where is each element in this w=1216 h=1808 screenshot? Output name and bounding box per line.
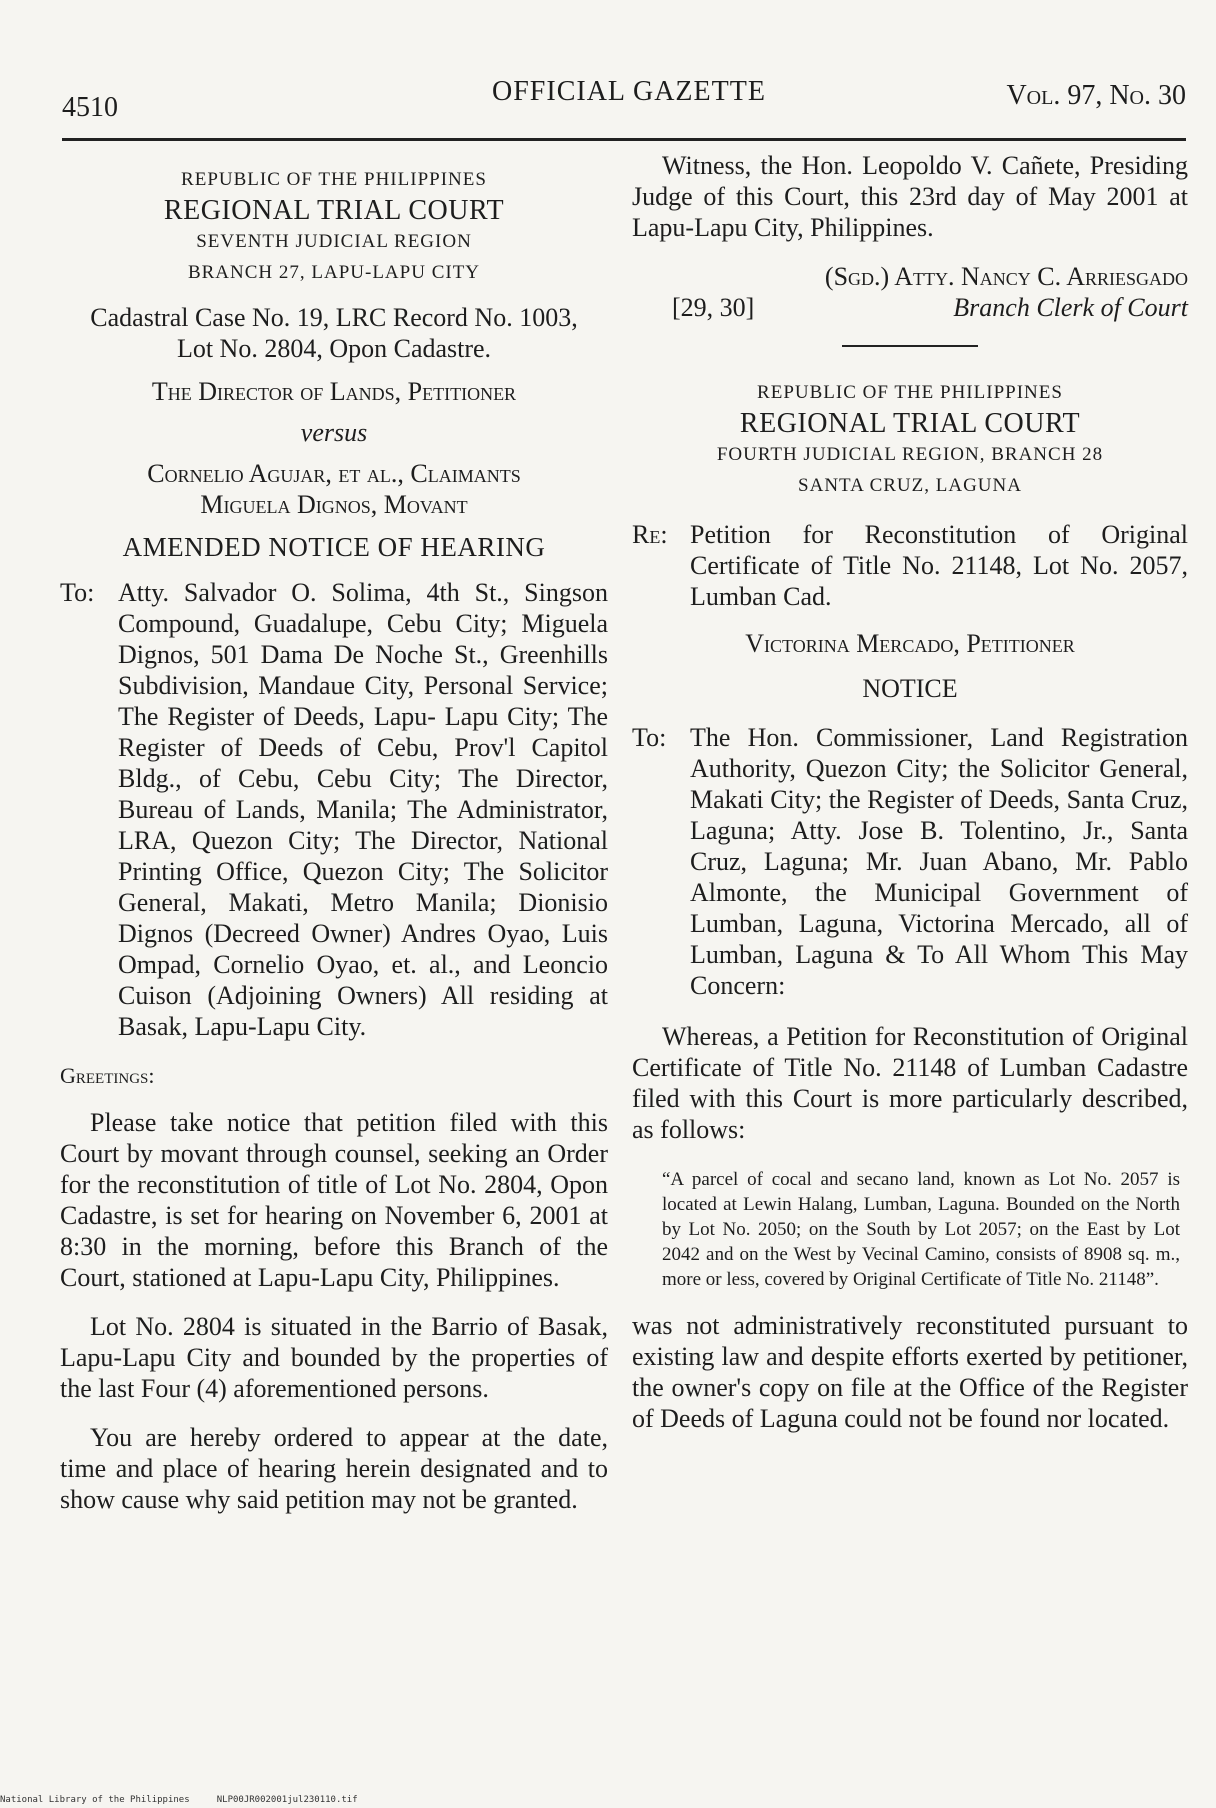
addressee-block-2 [632,722,1188,1001]
hearing-paragraph: Please take notice that petition filed with this Court by movant through counsel, seeking an Order for the reconstitution of title of Lot No. 2804, Opon Cadastre, is set for hearing on November 6, 2001 at 8:30 in the morning, before this Branch of the Court, stationed at Lapu-Lapu City, Philippines. [60,1108,608,1292]
republic-line: REPUBLIC OF THE PHILIPPINES [181,169,487,190]
volume-number: Vol. 97, No. 30 [1006,80,1186,111]
case-line-1: Cadastral Case No. 19, LRC Record No. 1003, [90,303,578,332]
court-city-2: SANTA CRUZ, LAGUNA [798,475,1022,496]
header-rule [62,138,1186,141]
court-branch: BRANCH 27, LAPU-LAPU CITY [187,262,481,283]
re-label: Re: [632,520,668,549]
judicial-region-2: FOURTH JUDICIAL REGION, BRANCH 28 [716,444,1104,465]
case-line-2: Lot No. 2804, Opon Cadastre. [176,334,492,363]
court-name: REGIONAL TRIAL COURT [163,195,505,226]
court-name-2: REGIONAL TRIAL COURT [739,408,1081,439]
file-id: NLP00JR002001jul230110.tif [216,1795,358,1805]
republic-line-2: REPUBLIC OF THE PHILIPPINES [757,382,1063,403]
continuation-paragraph: was not administratively reconstituted pursuant to existing law and despite efforts exerted by petitioner, the owner's copy on file at the Office of the Register of Deeds of Laguna could not be found nor located. [632,1311,1188,1433]
addressee-list-2: The Hon. Commissioner, Land Registration Authority, Quezon City; the Solicitor General, Makati City; the Register of Deeds, Santa Cruz, Laguna; Atty. Jose B. Tolentino, Jr., Santa Cruz, Laguna; Mr. Juan Abano, Mr. Pablo Almonte, the Municipal Government of Lumban, Laguna, Victorina Mercado, all of Lumban, Laguna & To All Whom This May Concern: [690,723,1188,1000]
addressee-list: Atty. Salvador O. Solima, 4th St., Singson Compound, Guadalupe, Cebu City; Miguela Dignos, 501 Dama De Noche St., Greenhills Subdivision, Mandaue City, Personal Service; The Register of Deeds, Lapu- Lapu City; The Register of Deeds of Cebu, Prov'l Capitol Bldg., of Cebu, Cebu City; The Director, Bureau of Lands, Manila; The Administrator, LRA, Quezon City; The Director, National Printing Office, Quezon City; The Solicitor General, Makati, Metro Manila; Dionisio Dignos (Decreed Owner) Andres Oyao, Luis Ompad, Cornelio Oyao, et. al., and Leoncio Cuison (Adjoining Owners) All residing at Basak, Lapu-Lapu City. [118,578,608,1041]
petitioner-line-2: Victorina Mercado, Petitioner [745,629,1075,658]
witness-paragraph: Witness, the Hon. Leopoldo V. Cañete, Presiding Judge of this Court, this 23rd day of May 2001 at Lapu-Lapu City, Philippines. [632,151,1188,242]
right-column [632,150,1188,1434]
lot-paragraph: Lot No. 2804 is situated in the Barrio of Basak, Lapu-Lapu City and bounded by the properties of the last Four (4) aforementioned persons. [60,1312,608,1403]
signature-row [632,292,1188,323]
addressee-block [60,577,608,1042]
notice-heading: AMENDED NOTICE OF HEARING [122,532,546,562]
re-block [632,519,1188,612]
petitioner-line: The Director of Lands, Petitioner [151,377,517,406]
movant-line: Miguela Dignos, Movant [200,490,468,519]
publication-title: OFFICIAL GAZETTE [492,76,766,107]
issue-reference: [29, 30] [672,293,755,322]
greetings: Greetings: [60,1063,155,1088]
signatory-title: Branch Clerk of Court [953,293,1188,322]
to-label: To: [60,578,95,607]
section-divider [842,345,978,347]
notice-heading-2: NOTICE [862,674,958,703]
lot-description-quote: “A parcel of cocal and secano land, known as Lot No. 2057 is located at Lewin Halang, Lumban, Laguna. Bounded on the North by Lot No. 2050; on the South by Lot 2057; on the East by Lot 2042 and on the West by Vecinal Camino, consists of 8908 sq. m., more or less, covered by Original Certificate of Title No. 21148”. [662,1169,1180,1290]
library-credit: National Library of the Philippines [0,1795,190,1805]
order-paragraph: You are hereby ordered to appear at the date, time and place of hearing herein designated and to show cause why said petition may not be granted. [60,1423,608,1514]
left-column [60,150,608,1515]
whereas-paragraph: Whereas, a Petition for Reconstitution of Original Certificate of Title No. 21148 of Lumban Cadastre filed with this Court is more particularly described, as follows: [632,1022,1188,1144]
page-header [62,72,1186,122]
page-number: 4510 [62,92,118,123]
case-number [60,302,608,364]
to-label-2: To: [632,723,667,752]
claimants-line: Cornelio Agujar, et al., Claimants [147,459,521,488]
signatory: (Sgd.) Atty. Nancy C. Arriesgado [824,262,1188,291]
re-text: Petition for Reconstitution of Original Certificate of Title No. 21148, Lot No. 2057, Lumban Cad. [690,520,1188,611]
judicial-region: SEVENTH JUDICIAL REGION [196,231,472,252]
scan-footer [0,1795,358,1805]
versus-line: versus [300,418,368,447]
